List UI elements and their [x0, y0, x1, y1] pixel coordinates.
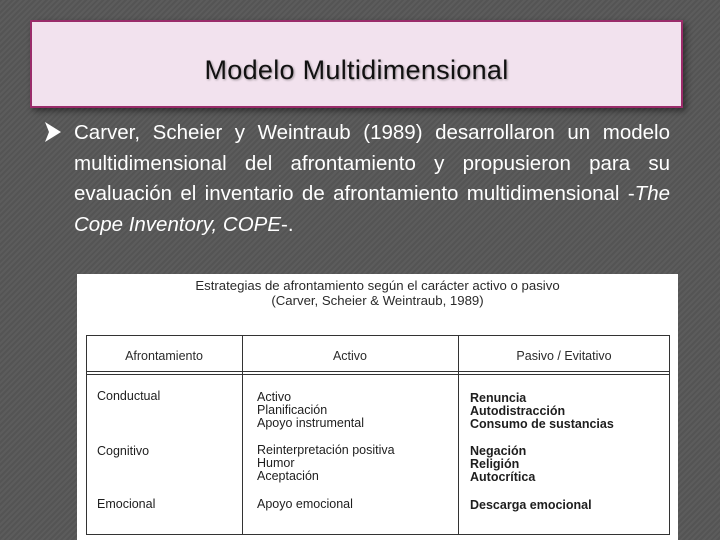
- table-column-divider: [458, 335, 459, 535]
- table-row-category: Conductual: [97, 389, 161, 403]
- bullet-text-end: -.: [281, 212, 294, 236]
- slide-title: Modelo Multidimensional: [204, 55, 509, 85]
- table-header-pasivo: Pasivo / Evitativo: [516, 349, 612, 363]
- table-header-activo: Activo: [332, 349, 368, 363]
- table-cell-activo: Aceptación: [257, 469, 319, 483]
- title-box: [30, 20, 683, 108]
- table-cell-activo: Activo: [257, 390, 292, 404]
- table-cell-pasivo: Descarga emocional: [470, 498, 592, 512]
- table-caption-title: Estrategias de afrontamiento según el carácter activo o pasivo: [195, 278, 560, 293]
- coping-strategies-table: [77, 274, 678, 540]
- table-cell-pasivo: Autocrítica: [470, 470, 536, 484]
- table-row-category: Cognitivo: [97, 444, 150, 458]
- table-cell-pasivo: Autodistracción: [470, 404, 566, 418]
- table-caption-source: (Carver, Scheier & Weintraub, 1989): [271, 293, 484, 308]
- table-cell-activo: Apoyo emocional: [257, 497, 353, 511]
- table-cell-pasivo: Religión: [470, 457, 520, 471]
- table-header-divider-double: [86, 374, 670, 375]
- bullet-text-main: Carver, Scheier y Weintraub (1989) desarrollaron un modelo multidimensional del afrontamiento y propusieron para su evaluación el inventario de afrontamiento multidimensional -: [74, 121, 670, 205]
- table-cell-activo: Reinterpretación positiva: [257, 443, 395, 457]
- table-row-category: Emocional: [97, 497, 156, 511]
- table-cell-activo: Apoyo instrumental: [257, 416, 365, 430]
- table-cell-pasivo: Renuncia: [470, 391, 527, 405]
- bullet-paragraph: [74, 118, 670, 240]
- bullet-text-italic: The Cope Inventory, COPE: [74, 182, 670, 236]
- table-cell-activo: Humor: [257, 456, 295, 470]
- table-cell-pasivo: Consumo de sustancias: [470, 417, 614, 431]
- table-cell-pasivo: Negación: [470, 444, 527, 458]
- table-header-afrontamiento: Afrontamiento: [125, 349, 203, 363]
- table-header-divider: [86, 371, 670, 372]
- table-cell-activo: Planificación: [257, 403, 328, 417]
- table-column-divider: [242, 335, 243, 535]
- arrow-bullet-icon: [44, 121, 62, 143]
